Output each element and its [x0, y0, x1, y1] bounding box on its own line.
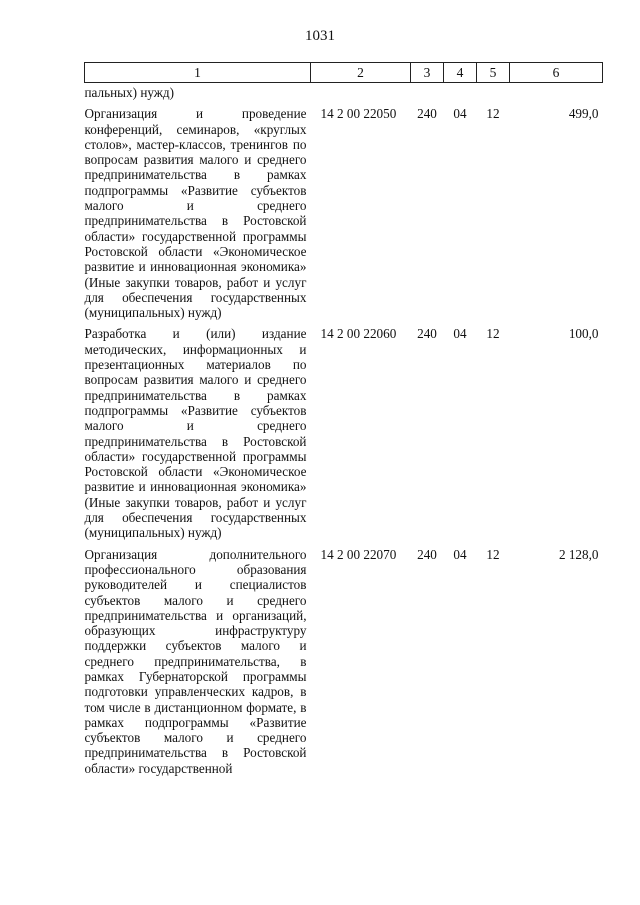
- row-expense-type: 240: [417, 106, 437, 122]
- row-subsection: 12: [486, 546, 500, 562]
- row-sum: 2 128,0: [558, 546, 599, 562]
- table-row: [85, 541, 603, 776]
- row-sum: 100,0: [568, 326, 599, 342]
- row-description: Разработка и (или) издание методических, информационных и презентационных материалов по вопросам развития малого и среднего предпринимательства в рамках подпрограммы «Развитие субъектов малого и среднего предпринимательства в Ростовской области» государственной программы Ростовской области «Экономическое развитие и инновационная экономика» (Иные закупки товаров, работ и услуг для обеспечения государственных (муниципальных) нужд): [84, 326, 307, 541]
- row-expense-type: 240: [417, 326, 437, 342]
- column-header-6: 6: [510, 63, 603, 83]
- column-header-2: 2: [311, 63, 411, 83]
- row-sum: 499,0: [568, 106, 599, 122]
- continuation-text: пальных) нужд): [84, 85, 175, 100]
- row-code: 14 2 00 22050: [320, 106, 397, 122]
- row-expense-type: 240: [417, 546, 437, 562]
- row-section: 04: [453, 326, 467, 342]
- row-subsection: 12: [486, 106, 500, 122]
- table-header-row: [85, 63, 603, 83]
- row-description: Организация и проведение конференций, семинаров, «круглых столов», мастер-классов, тренингов по вопросам развития малого и среднего предпринимательства в рамках подпрограммы «Развитие субъектов малого и среднего предпринимательства в Ростовской области» государственной программы Ростовской области «Экономическое развитие и инновационная экономика» (Иные закупки товаров, работ и услуг для обеспечения государственных (муниципальных) нужд): [84, 106, 307, 321]
- continuation-row: [85, 83, 603, 101]
- budget-table: [84, 62, 603, 776]
- row-subsection: 12: [486, 326, 500, 342]
- column-header-3: 3: [411, 63, 444, 83]
- page-number: 1031: [305, 28, 335, 44]
- row-description: Организация дополнительного профессионального образования руководителей и специалистов субъектов малого и среднего предпринимательства и организаций, образующих инфраструктуру поддержки субъектов малого и среднего предпринимательства, в рамках Губернаторской программы подготовки управленческих кадров, в том числе в дистанционном формате, в рамках подпрограммы «Развитие субъектов малого и среднего предпринимательства в Ростовской области» государственной: [84, 546, 307, 776]
- row-code: 14 2 00 22060: [320, 326, 397, 342]
- row-code: 14 2 00 22070: [320, 546, 397, 562]
- column-header-1: 1: [85, 63, 311, 83]
- row-section: 04: [453, 106, 467, 122]
- column-header-5: 5: [477, 63, 510, 83]
- column-header-4: 4: [444, 63, 477, 83]
- table-row: [85, 320, 603, 540]
- table-row: [85, 100, 603, 320]
- row-section: 04: [453, 546, 467, 562]
